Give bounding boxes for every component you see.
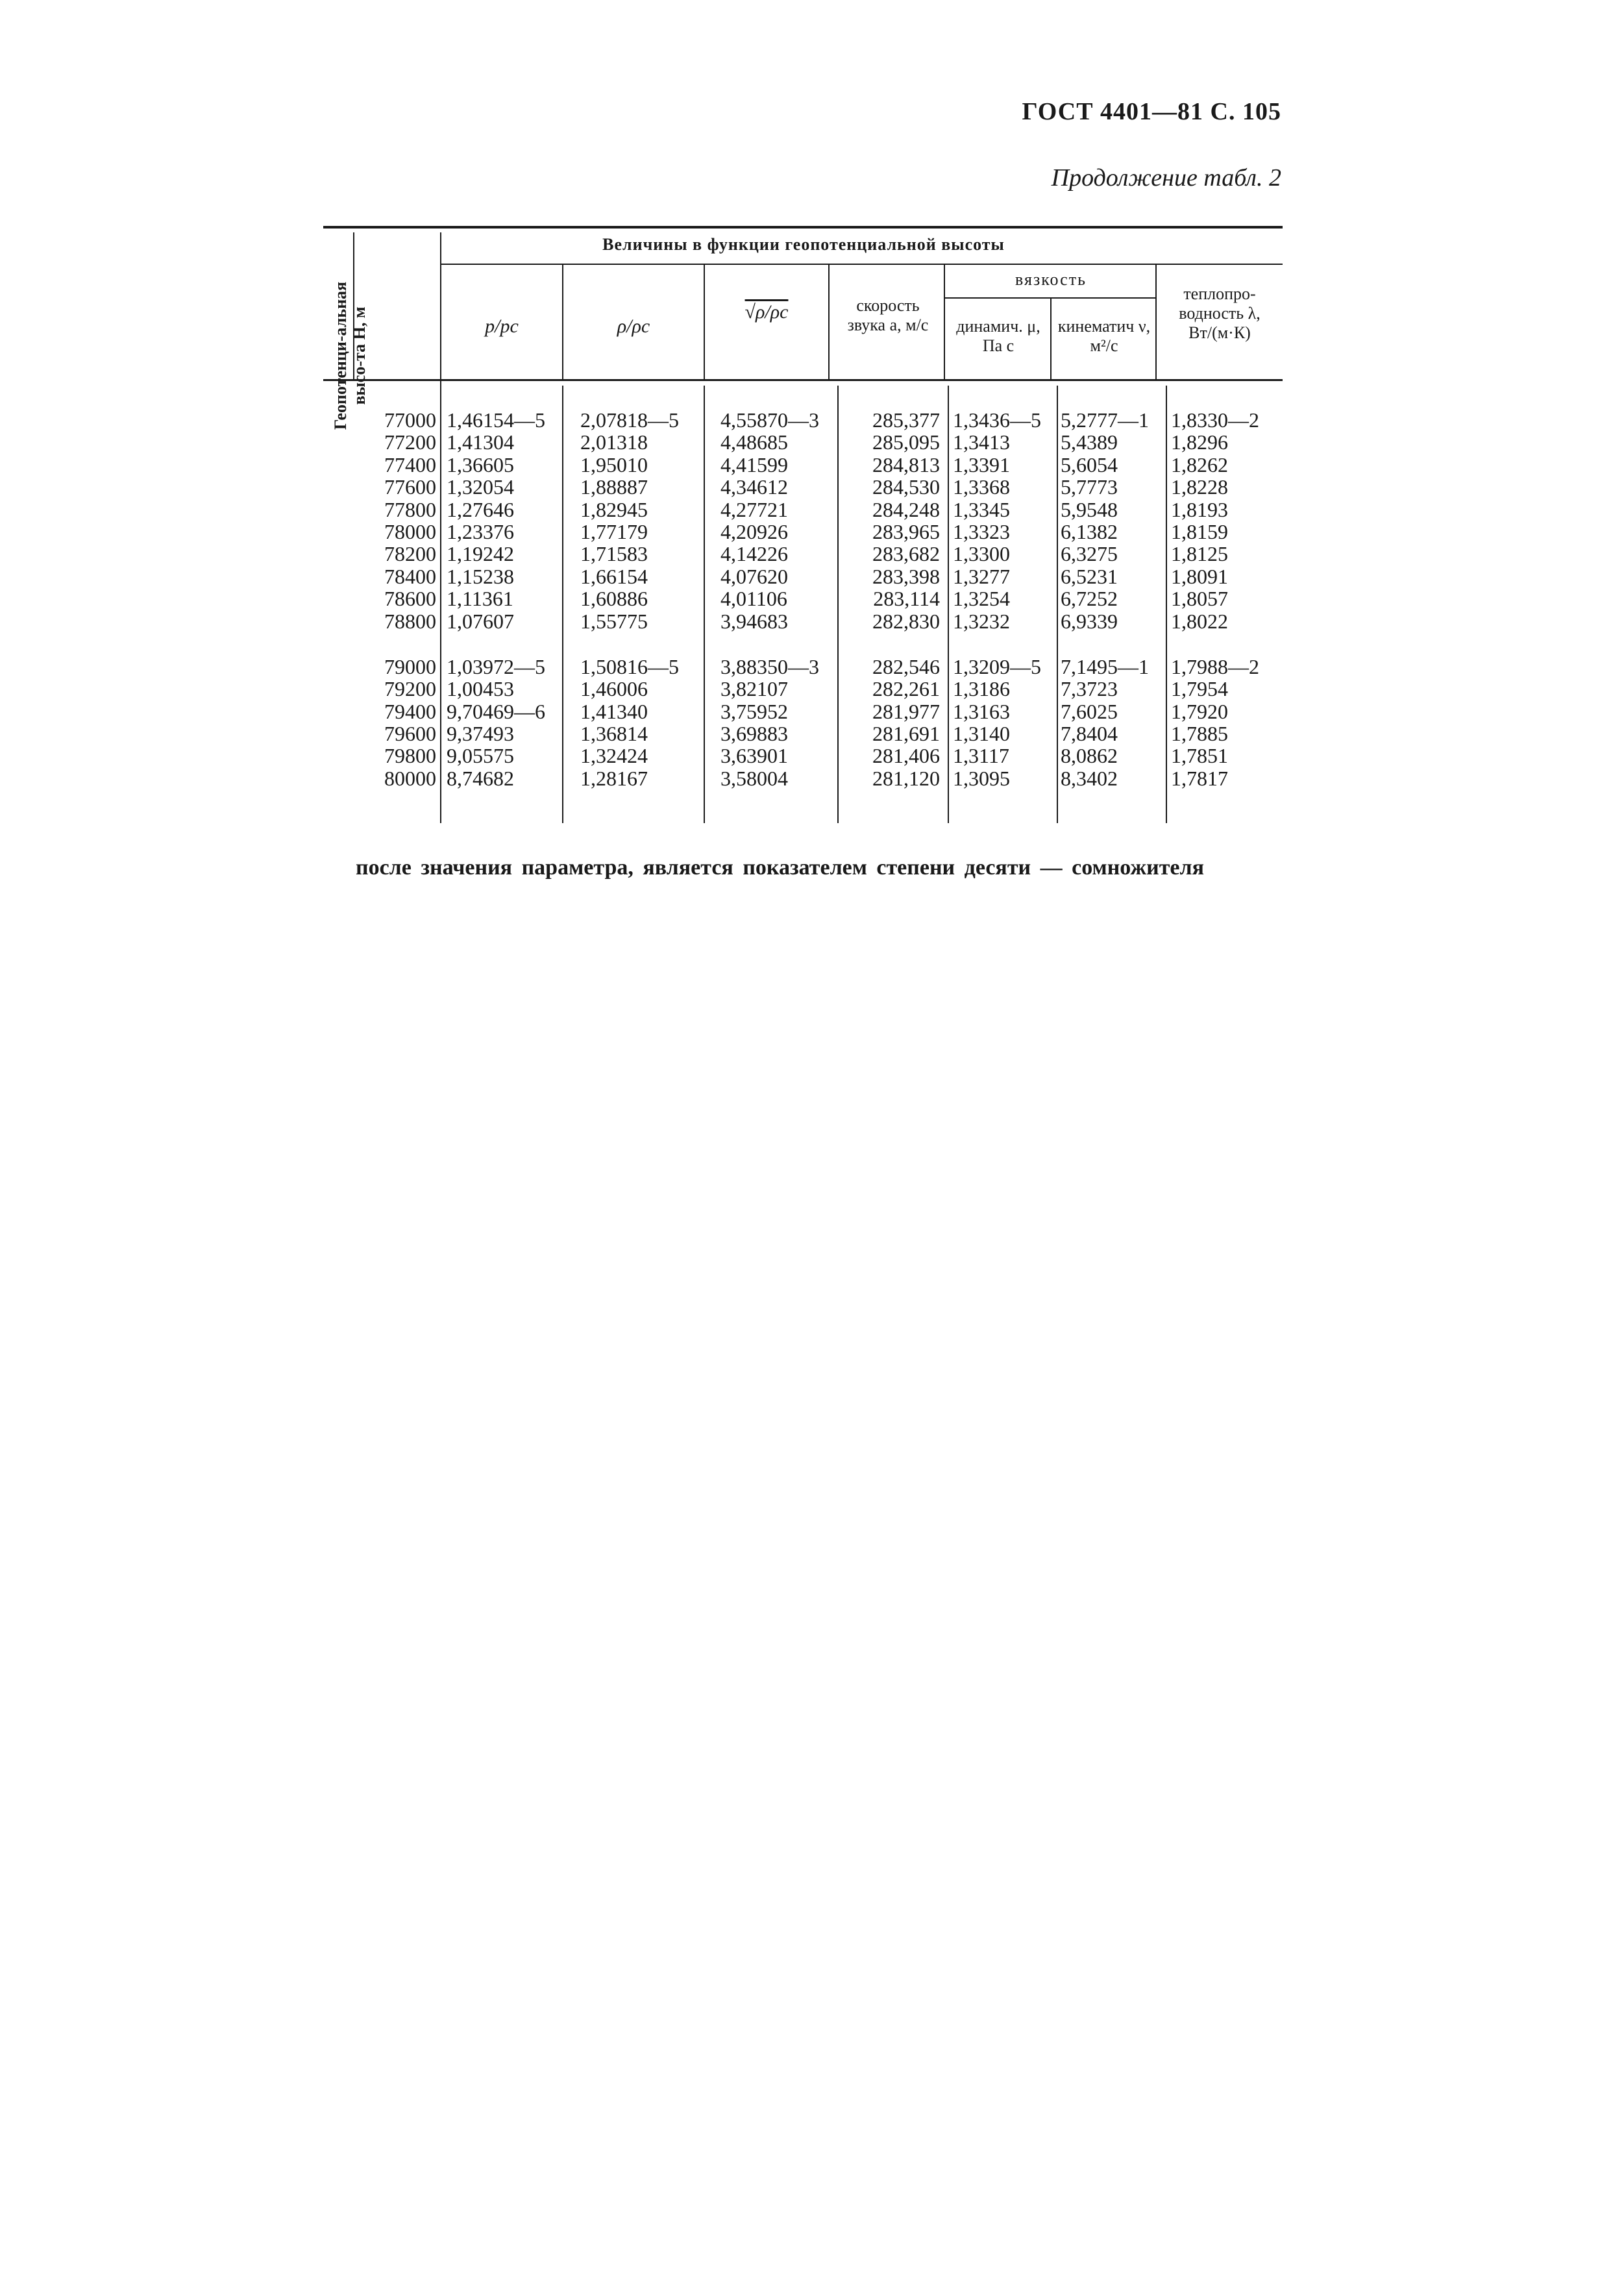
table-cell: 281,691 xyxy=(872,722,940,746)
table-cell: 4,34612 xyxy=(720,475,788,499)
table-cell: 284,248 xyxy=(872,497,940,521)
table-cell: 1,3254 xyxy=(953,587,1010,611)
table-cell: 1,77179 xyxy=(580,519,648,543)
group-header: Величины в функции геопотенциальной высоты xyxy=(602,235,1005,254)
table-cell: 79600 xyxy=(384,722,436,746)
table-cell: 1,7851 xyxy=(1171,744,1228,768)
col-height xyxy=(365,409,436,789)
table-cell: 6,5231 xyxy=(1061,564,1118,588)
group-gap xyxy=(953,632,1057,656)
table-cell: 77800 xyxy=(384,497,436,521)
table-cell: 281,977 xyxy=(872,699,940,723)
table-cell: 1,8193 xyxy=(1171,497,1228,521)
body-rule-3 xyxy=(837,386,839,823)
table-cell: 1,46006 xyxy=(580,677,648,701)
table-cell: 1,36814 xyxy=(580,722,648,746)
table-cell: 1,8330—2 xyxy=(1171,408,1259,432)
table-cell: 6,9339 xyxy=(1061,609,1118,633)
table-cell: 1,8159 xyxy=(1171,519,1228,543)
table-cell: 285,377 xyxy=(872,408,940,432)
col-header-sound: скорость звука a, м/с xyxy=(847,296,929,334)
col-rule-4 xyxy=(944,264,945,379)
table-cell: 284,813 xyxy=(872,452,940,476)
table-cell: 7,3723 xyxy=(1061,677,1118,701)
table-cell: 1,3117 xyxy=(953,744,1009,768)
body-rule-1 xyxy=(562,386,563,823)
table-cell: 1,3345 xyxy=(953,497,1010,521)
body-rule-2 xyxy=(704,386,705,823)
page-header: ГОСТ 4401—81 С. 105 xyxy=(1022,98,1281,125)
table-cell: 5,2777—1 xyxy=(1061,408,1149,432)
table-cell: 1,07607 xyxy=(447,609,514,633)
table-cell: 4,07620 xyxy=(720,564,788,588)
col-rho xyxy=(580,409,704,789)
footnote: после значения параметра, является показателем степени десяти — сомножителя xyxy=(356,856,1204,880)
table-cell: 1,50816—5 xyxy=(580,654,679,678)
table-cell: 1,41340 xyxy=(580,699,648,723)
table-cell: 283,114 xyxy=(873,587,940,611)
table-cell: 8,74682 xyxy=(447,766,514,790)
table-cell: 3,75952 xyxy=(720,699,788,723)
table-cell: 5,9548 xyxy=(1061,497,1118,521)
table-cell: 1,3186 xyxy=(953,677,1010,701)
table-cell: 1,36605 xyxy=(447,452,514,476)
table-cell: 1,7954 xyxy=(1171,677,1228,701)
table-cell: 1,66154 xyxy=(580,564,648,588)
table-cell: 1,95010 xyxy=(580,452,648,476)
table-cell: 3,69883 xyxy=(720,722,788,746)
table-cell: 1,60886 xyxy=(580,587,648,611)
table-cell: 79800 xyxy=(384,744,436,768)
table-cell: 9,70469—6 xyxy=(447,699,545,723)
body-rule-4 xyxy=(948,386,949,823)
group-gap xyxy=(1171,632,1281,656)
table-cell: 281,120 xyxy=(872,766,940,790)
table-cell: 1,46154—5 xyxy=(447,408,545,432)
table-cell: 282,830 xyxy=(872,609,940,633)
table-cell: 1,3323 xyxy=(953,519,1010,543)
table-cell: 282,546 xyxy=(872,654,940,678)
col-dyn xyxy=(953,409,1057,789)
table-cell: 78600 xyxy=(384,587,436,611)
table-cell: 1,15238 xyxy=(447,564,514,588)
table-cell: 5,6054 xyxy=(1061,452,1118,476)
table-cell: 1,8125 xyxy=(1171,542,1228,566)
table-cell: 1,3368 xyxy=(953,475,1010,499)
table-cell: 284,530 xyxy=(872,475,940,499)
table-cell: 9,37493 xyxy=(447,722,514,746)
table-cell: 8,3402 xyxy=(1061,766,1118,790)
table-cell: 6,3275 xyxy=(1061,542,1118,566)
col-header-heat: теплопро-водность λ, Вт/(м·К) xyxy=(1179,284,1261,342)
table-cell: 1,3436—5 xyxy=(953,408,1041,432)
table-cell: 78200 xyxy=(384,542,436,566)
col-header-kin: кинематич ν, м²/с xyxy=(1057,317,1151,355)
group-gap xyxy=(447,632,561,656)
viscosity-rule xyxy=(944,297,1155,299)
table-cell: 1,03972—5 xyxy=(447,654,545,678)
table-cell: 80000 xyxy=(384,766,436,790)
table-cell: 3,94683 xyxy=(720,609,788,633)
table-cell: 1,8091 xyxy=(1171,564,1228,588)
table-cell: 1,3140 xyxy=(953,722,1010,746)
body-rule-5 xyxy=(1057,386,1058,823)
table-cell: 3,63901 xyxy=(720,744,788,768)
table-cell: 283,398 xyxy=(872,564,940,588)
table-cell: 1,41304 xyxy=(447,430,514,454)
table-cell: 1,32424 xyxy=(580,744,648,768)
table-cell: 4,01106 xyxy=(720,587,787,611)
table-cell: 1,00453 xyxy=(447,677,514,701)
table-cell: 1,88887 xyxy=(580,475,648,499)
table-cell: 1,82945 xyxy=(580,497,648,521)
table-cell: 2,01318 xyxy=(580,430,648,454)
table-cell: 79200 xyxy=(384,677,436,701)
table-cell: 281,406 xyxy=(872,744,940,768)
table-cell: 4,27721 xyxy=(720,497,788,521)
stub-header: Геопотенци-альная высо-та H, м xyxy=(331,281,369,430)
table-cell: 285,095 xyxy=(872,430,940,454)
table-cell: 1,3277 xyxy=(953,564,1010,588)
table-cell: 4,48685 xyxy=(720,430,788,454)
table-cell: 1,3413 xyxy=(953,430,1010,454)
table-cell: 78400 xyxy=(384,564,436,588)
col-rule-5 xyxy=(1050,297,1052,379)
table-cell: 3,82107 xyxy=(720,677,788,701)
col-rule-3 xyxy=(828,264,830,379)
header-bottom-rule xyxy=(323,379,1283,381)
col-p xyxy=(447,409,561,789)
col-header-sqrt-rho: √ρ/ρc xyxy=(744,301,789,323)
table-cell: 1,3232 xyxy=(953,609,1010,633)
table-cell: 2,07818—5 xyxy=(580,408,679,432)
table-cell: 1,7885 xyxy=(1171,722,1228,746)
table-cell: 1,8057 xyxy=(1171,587,1228,611)
table-cell: 3,58004 xyxy=(720,766,788,790)
group-gap xyxy=(580,632,704,656)
table-cell: 1,8022 xyxy=(1171,609,1228,633)
table-cell: 6,1382 xyxy=(1061,519,1118,543)
col-kin xyxy=(1061,409,1166,789)
table-cell: 4,41599 xyxy=(720,452,788,476)
table-cell: 78800 xyxy=(384,609,436,633)
table-cell: 1,71583 xyxy=(580,542,648,566)
group-gap xyxy=(720,632,837,656)
table-cell: 4,20926 xyxy=(720,519,788,543)
table-cell: 4,55870—3 xyxy=(720,408,819,432)
col-header-dyn: динамич. μ, Па с xyxy=(956,317,1040,355)
col-rule-6 xyxy=(1155,264,1157,379)
data-table xyxy=(323,226,1283,843)
body-rule-6 xyxy=(1166,386,1167,823)
table-cell: 283,682 xyxy=(872,542,940,566)
col-heat xyxy=(1171,409,1281,789)
table-cell: 8,0862 xyxy=(1061,744,1118,768)
table-cell: 1,7988—2 xyxy=(1171,654,1259,678)
table-cell: 1,3163 xyxy=(953,699,1010,723)
table-cell: 77200 xyxy=(384,430,436,454)
col-header-rho: ρ/ρc xyxy=(617,315,650,337)
table-caption: Продолжение табл. 2 xyxy=(1051,164,1281,191)
table-cell: 1,7817 xyxy=(1171,766,1228,790)
col-sqrt-rho xyxy=(720,409,837,789)
table-cell: 282,261 xyxy=(872,677,940,701)
table-cell: 7,6025 xyxy=(1061,699,1118,723)
table-cell: 7,8404 xyxy=(1061,722,1118,746)
table-top-rule xyxy=(323,226,1283,228)
table-cell: 1,11361 xyxy=(447,587,513,611)
table-cell: 6,7252 xyxy=(1061,587,1118,611)
group-gap xyxy=(1061,632,1166,656)
table-cell: 1,8262 xyxy=(1171,452,1228,476)
table-cell: 9,05575 xyxy=(447,744,514,768)
table-cell: 4,14226 xyxy=(720,542,788,566)
table-cell: 77600 xyxy=(384,475,436,499)
table-cell: 1,3209—5 xyxy=(953,654,1041,678)
table-cell: 1,7920 xyxy=(1171,699,1228,723)
table-cell: 1,23376 xyxy=(447,519,514,543)
table-cell: 77400 xyxy=(384,452,436,476)
table-cell: 1,8228 xyxy=(1171,475,1228,499)
group-gap xyxy=(365,632,436,656)
table-cell: 1,27646 xyxy=(447,497,514,521)
table-cell: 79400 xyxy=(384,699,436,723)
table-cell: 7,1495—1 xyxy=(1061,654,1149,678)
table-cell: 1,28167 xyxy=(580,766,648,790)
table-cell: 78000 xyxy=(384,519,436,543)
table-cell: 1,8296 xyxy=(1171,430,1228,454)
table-cell: 1,19242 xyxy=(447,542,514,566)
group-gap xyxy=(843,632,940,656)
table-cell: 1,3095 xyxy=(953,766,1010,790)
viscosity-header: вязкость xyxy=(1015,270,1087,289)
table-cell: 5,4389 xyxy=(1061,430,1118,454)
table-cell: 1,32054 xyxy=(447,475,514,499)
table-cell: 5,7773 xyxy=(1061,475,1118,499)
table-cell: 1,3391 xyxy=(953,452,1010,476)
col-sound xyxy=(843,409,940,789)
table-cell: 1,55775 xyxy=(580,609,648,633)
table-cell: 3,88350—3 xyxy=(720,654,819,678)
table-cell: 77000 xyxy=(384,408,436,432)
table-cell: 283,965 xyxy=(872,519,940,543)
table-cell: 1,3300 xyxy=(953,542,1010,566)
table-cell: 79000 xyxy=(384,654,436,678)
col-header-p: p/pc xyxy=(485,315,519,337)
